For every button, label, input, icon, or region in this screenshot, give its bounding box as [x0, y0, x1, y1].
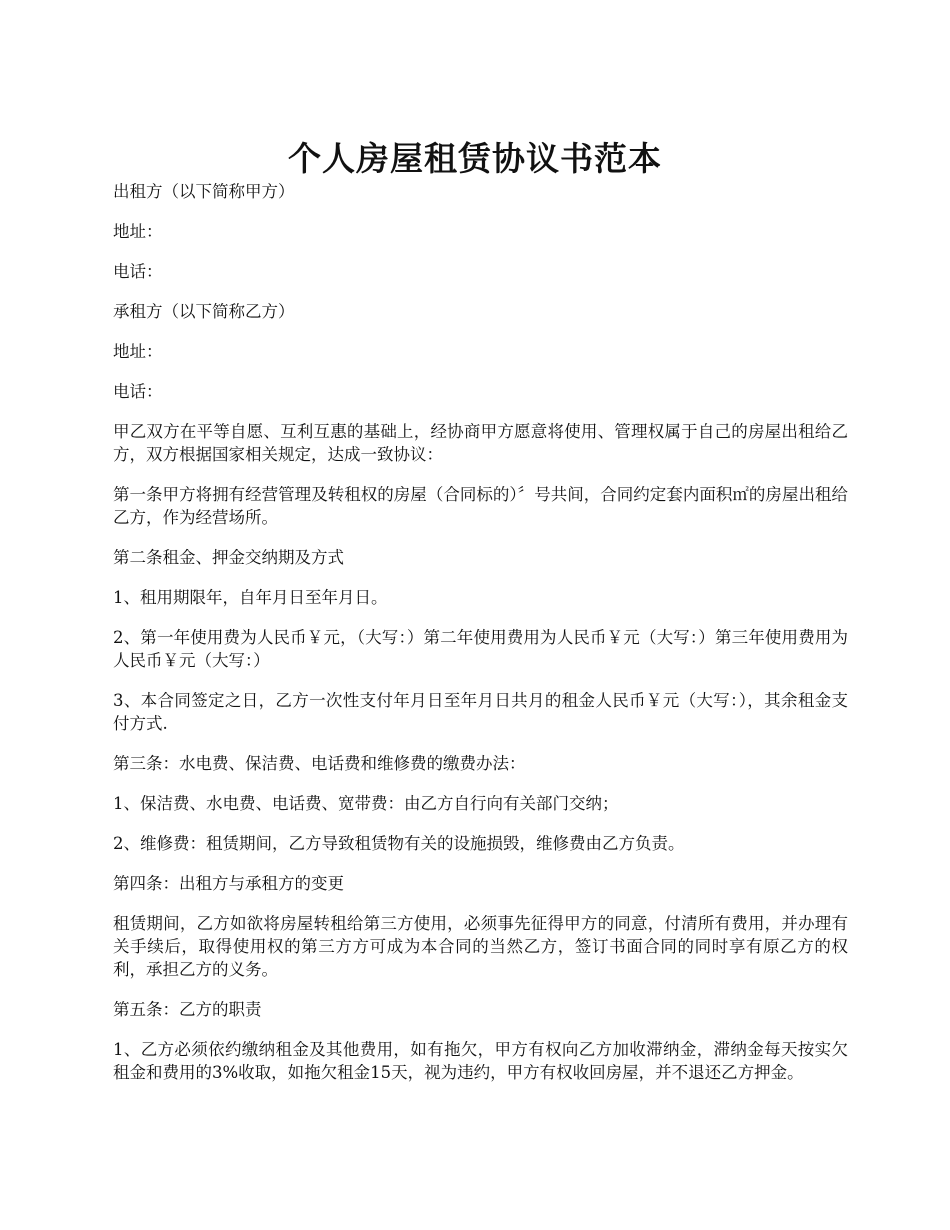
paragraph-article-2-item-2: 2、第一年使用费为人民币￥元，（大写：）第二年使用费用为人民币￥元（大写：）第三年使用费用为人民币￥元（大写：） [113, 628, 848, 670]
paragraph-article-2-item-3: 3、本合同签定之日，乙方一次性支付年月日至年月日共月的租金人民币￥元（大写：），其余租金支付方式. [113, 691, 848, 733]
paragraph-article-3-heading: 第三条：水电费、保洁费、电话费和维修费的缴费办法： [113, 754, 526, 773]
paragraph-article-1: 第一条甲方将拥有经营管理及转租权的房屋（合同标的）〞号共间，合同约定套内面积㎡的房屋出租给乙方，作为经营场所。 [113, 485, 848, 527]
paragraph-lessor-address: 地址： [113, 222, 163, 241]
paragraph-preamble: 甲乙双方在平等自愿、互利互惠的基础上，经协商甲方愿意将使用、管理权属于自己的房屋出租给乙方，双方根据国家相关规定，达成一致协议： [113, 422, 848, 464]
paragraph-article-2-item-1: 1、租用期限年，自年月日至年月日。 [113, 588, 388, 607]
paragraph-article-5-heading: 第五条：乙方的职责 [113, 1000, 262, 1019]
paragraph-article-3-item-2: 2、维修费：租赁期间，乙方导致租赁物有关的设施损毁，维修费由乙方负责。 [113, 834, 685, 853]
paragraph-article-3-item-1: 1、保洁费、水电费、电话费、宽带费：由乙方自行向有关部门交纳； [113, 794, 619, 813]
paragraph-article-4-heading: 第四条：出租方与承租方的变更 [113, 874, 344, 893]
document-body [113, 180, 848, 1101]
paragraph-lessee-phone: 电话： [113, 382, 163, 401]
paragraph-lessor-phone: 电话： [113, 262, 163, 281]
document-title: 个人房屋租赁协议书范本 [288, 139, 662, 179]
paragraph-article-5-item-1: 1、乙方必须依约缴纳租金及其他费用，如有拖欠，甲方有权向乙方加收滞纳金，滞纳金每天按实欠租金和费用的3%收取，如拖欠租金15天，视为违约，甲方有权收回房屋，并不退还乙方押金。 [113, 1040, 848, 1082]
paragraph-article-4-body: 租赁期间，乙方如欲将房屋转租给第三方使用，必须事先征得甲方的同意，付清所有费用，并办理有关手续后，取得使用权的第三方方可成为本合同的当然乙方，签订书面合同的同时享有原乙方的权利，承担乙方的义务。 [113, 914, 848, 979]
paragraph-lessee: 承租方（以下简称乙方） [113, 302, 295, 321]
paragraph-lessor: 出租方（以下简称甲方） [113, 182, 295, 201]
paragraph-lessee-address: 地址： [113, 342, 163, 361]
paragraph-article-2-heading: 第二条租金、押金交纳期及方式 [113, 548, 344, 567]
